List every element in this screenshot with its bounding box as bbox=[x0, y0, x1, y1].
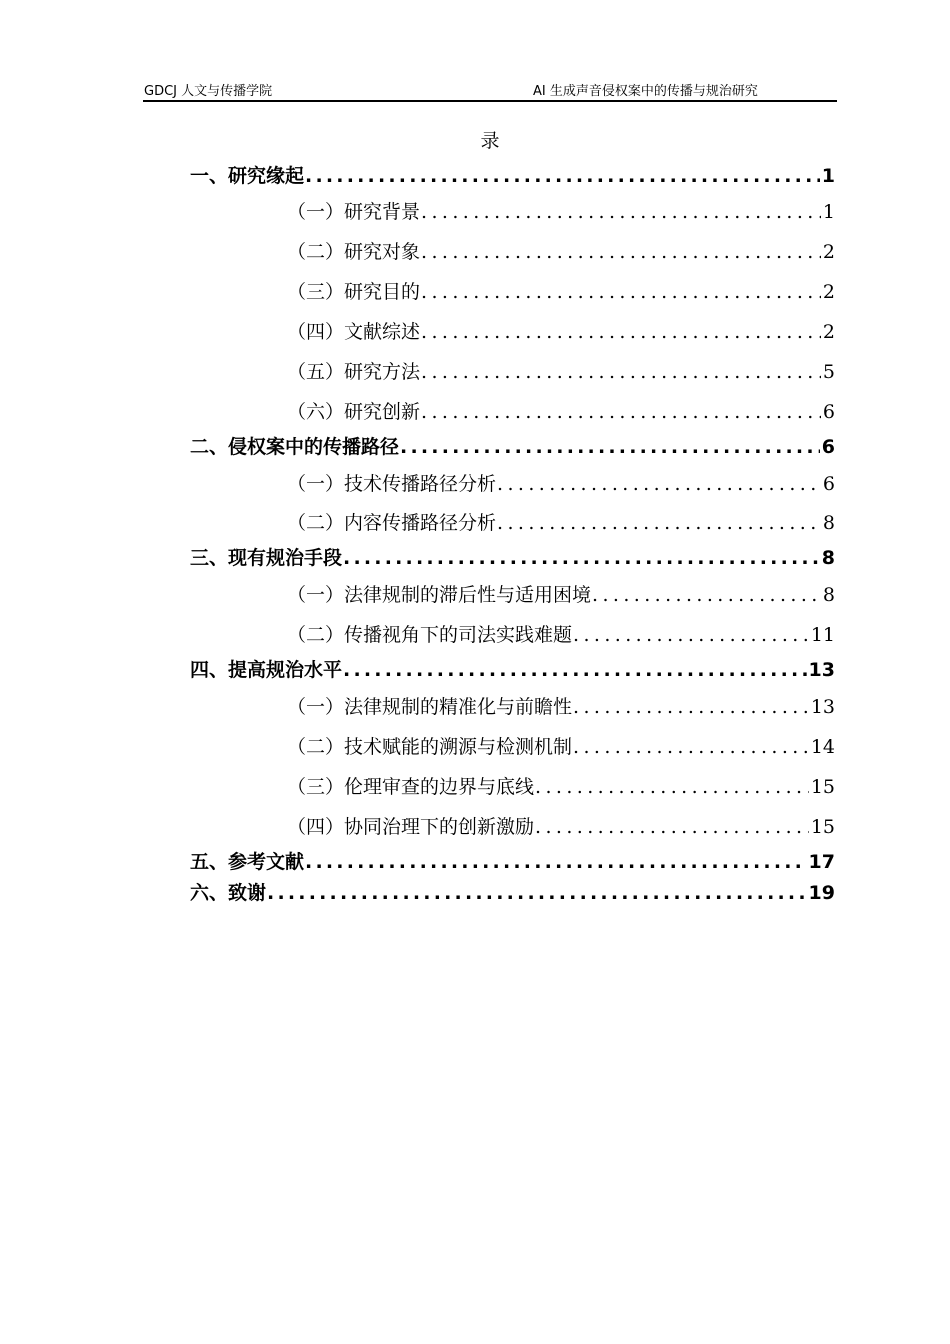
toc-entry-number: （一） bbox=[287, 696, 345, 718]
toc-entry-title: 研究目的 bbox=[344, 281, 421, 303]
toc-entry[interactable] bbox=[287, 469, 835, 496]
toc-leader-dots bbox=[497, 473, 821, 495]
toc-leader-dots bbox=[573, 624, 809, 646]
toc-leader-dots bbox=[305, 851, 807, 873]
header-paper-title: AI 生成声音侵权案中的传播与规治研究 bbox=[533, 84, 758, 99]
toc-entry-page: 6 bbox=[821, 436, 835, 458]
toc-entry-title: 研究方法 bbox=[344, 361, 421, 383]
toc-entry-page: 13 bbox=[808, 659, 835, 681]
toc-entry-number: 五、 bbox=[190, 851, 229, 873]
toc-leader-dots bbox=[421, 401, 821, 423]
toc-entry-page: 6 bbox=[822, 401, 835, 423]
toc-entry[interactable] bbox=[287, 277, 835, 304]
toc-entry-title: 研究对象 bbox=[344, 241, 421, 263]
toc-leader-dots bbox=[535, 776, 809, 798]
toc-entry-number: （一） bbox=[287, 584, 345, 606]
toc-leader-dots bbox=[573, 696, 809, 718]
toc-entry-page: 1 bbox=[821, 165, 835, 187]
toc-entry[interactable] bbox=[287, 237, 835, 264]
toc-entry-title: 技术赋能的溯源与检测机制 bbox=[344, 736, 573, 758]
toc-entry-page: 15 bbox=[810, 776, 835, 798]
toc-entry-title: 法律规制的精准化与前瞻性 bbox=[344, 696, 573, 718]
toc-entry-page: 17 bbox=[808, 851, 835, 873]
toc-leader-dots bbox=[421, 321, 821, 343]
toc-entry[interactable] bbox=[287, 732, 835, 759]
toc-entry[interactable] bbox=[287, 197, 835, 224]
toc-entry[interactable] bbox=[287, 812, 835, 839]
toc-entry-title: 文献综述 bbox=[344, 321, 421, 343]
toc-entry-number: （二） bbox=[287, 241, 345, 263]
toc-entry-page: 1 bbox=[822, 201, 835, 223]
toc-leader-dots bbox=[592, 584, 821, 606]
toc-entry-page: 6 bbox=[822, 473, 835, 495]
toc-entry-title: 参考文献 bbox=[228, 851, 305, 873]
toc-entry-number: （四） bbox=[287, 816, 345, 838]
toc-leader-dots bbox=[305, 165, 820, 187]
toc-entry[interactable] bbox=[287, 772, 835, 799]
toc-entry-title: 伦理审查的边界与底线 bbox=[344, 776, 535, 798]
header-institution: GDCJ 人文与传播学院 bbox=[144, 84, 273, 99]
toc-entry-page: 8 bbox=[822, 584, 835, 606]
toc-entry-number: （三） bbox=[287, 776, 345, 798]
toc-entry-title: 研究背景 bbox=[344, 201, 421, 223]
toc-entry-number: （二） bbox=[287, 512, 345, 534]
toc-entry-page: 13 bbox=[810, 696, 835, 718]
toc-entry-title: 内容传播路径分析 bbox=[344, 512, 497, 534]
toc-entry-number: （四） bbox=[287, 321, 345, 343]
toc-entry[interactable] bbox=[190, 655, 835, 682]
toc-entry-page: 14 bbox=[810, 736, 835, 758]
toc-entry-number: （五） bbox=[287, 361, 345, 383]
toc-entry-number: （一） bbox=[287, 201, 345, 223]
toc-entry[interactable] bbox=[190, 543, 835, 570]
toc-entry-number: 四、 bbox=[190, 659, 229, 681]
toc-entry-title: 提高规治水平 bbox=[228, 659, 343, 681]
toc-leader-dots bbox=[535, 816, 809, 838]
toc-leader-dots bbox=[573, 736, 809, 758]
toc-entry[interactable] bbox=[287, 508, 835, 535]
toc-entry-title: 致谢 bbox=[228, 882, 267, 904]
toc-entry-title: 侵权案中的传播路径 bbox=[228, 436, 400, 458]
toc-entry[interactable] bbox=[287, 692, 835, 719]
toc-entry-page: 2 bbox=[822, 321, 835, 343]
toc-entry-title: 研究创新 bbox=[344, 401, 421, 423]
toc-entry-number: 三、 bbox=[190, 547, 229, 569]
toc-leader-dots bbox=[421, 281, 821, 303]
toc-entry[interactable] bbox=[287, 357, 835, 384]
toc-entry-page: 19 bbox=[808, 882, 835, 904]
toc-entry-page: 8 bbox=[822, 512, 835, 534]
toc-entry-title: 协同治理下的创新激励 bbox=[344, 816, 535, 838]
toc-entry-page: 11 bbox=[810, 624, 835, 646]
toc-entry[interactable] bbox=[287, 317, 835, 344]
toc-entry[interactable] bbox=[190, 847, 835, 874]
toc-leader-dots bbox=[421, 201, 821, 223]
toc-entry[interactable] bbox=[287, 580, 835, 607]
toc-entry-page: 5 bbox=[822, 361, 835, 383]
toc-entry[interactable] bbox=[287, 397, 835, 424]
toc-leader-dots bbox=[343, 659, 807, 681]
toc-entry-number: （三） bbox=[287, 281, 345, 303]
toc-entry-title: 法律规制的滞后性与适用困境 bbox=[344, 584, 592, 606]
toc-entry-title: 研究缘起 bbox=[228, 165, 305, 187]
toc-entry-number: 二、 bbox=[190, 436, 229, 458]
toc-entry-number: （六） bbox=[287, 401, 345, 423]
toc-entry-title: 技术传播路径分析 bbox=[344, 473, 497, 495]
toc-leader-dots bbox=[421, 241, 821, 263]
toc-leader-dots bbox=[267, 882, 807, 904]
toc-entry[interactable] bbox=[190, 161, 835, 188]
toc-entry-page: 15 bbox=[810, 816, 835, 838]
toc-entry-page: 2 bbox=[822, 241, 835, 263]
toc-entry-number: （二） bbox=[287, 736, 345, 758]
page-header bbox=[143, 78, 837, 102]
toc-leader-dots bbox=[497, 512, 821, 534]
toc-entry-number: （一） bbox=[287, 473, 345, 495]
toc-entry-page: 8 bbox=[821, 547, 835, 569]
toc-leader-dots bbox=[421, 361, 821, 383]
toc-entry-number: （二） bbox=[287, 624, 345, 646]
toc-leader-dots bbox=[343, 547, 820, 569]
toc-entry-title: 传播视角下的司法实践难题 bbox=[344, 624, 573, 646]
toc-entry-number: 一、 bbox=[190, 165, 229, 187]
toc-leader-dots bbox=[400, 436, 820, 458]
toc-entry-number: 六、 bbox=[190, 882, 229, 904]
toc-entry[interactable] bbox=[287, 620, 835, 647]
toc-entry-page: 2 bbox=[822, 281, 835, 303]
toc-entry-title: 现有规治手段 bbox=[228, 547, 343, 569]
toc-title: 录 bbox=[480, 130, 500, 152]
toc-entry[interactable] bbox=[190, 878, 835, 905]
toc-entry[interactable] bbox=[190, 432, 835, 459]
